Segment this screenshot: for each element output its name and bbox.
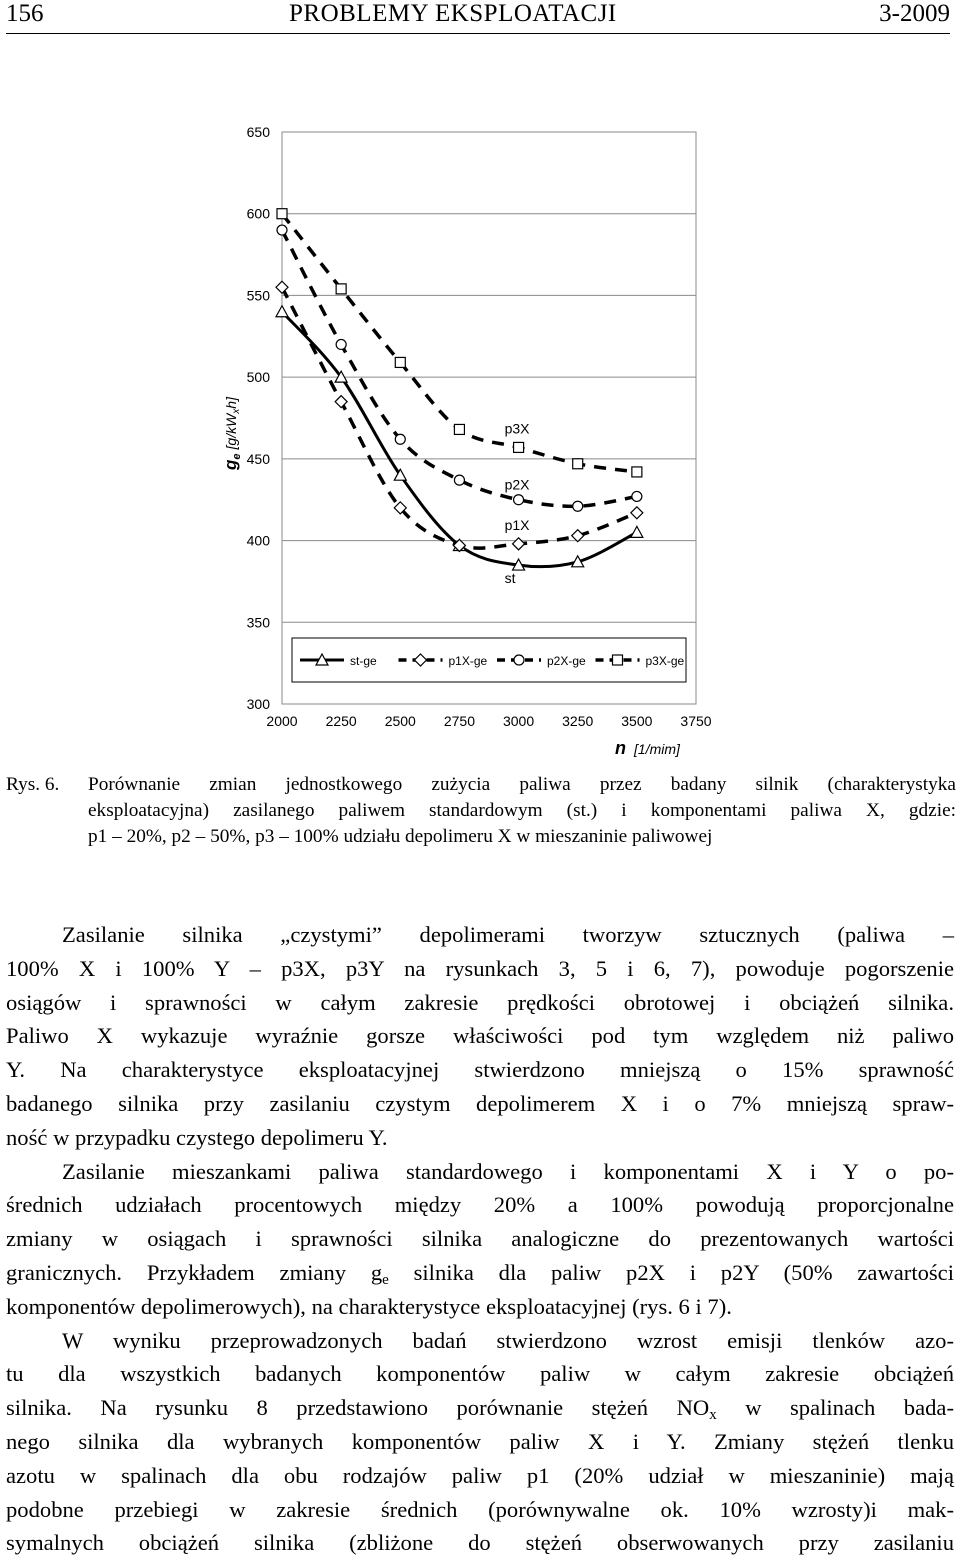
- x-tick-labels: [266, 713, 711, 729]
- y-tick-550: 550: [246, 287, 270, 304]
- y-tick-400: 400: [246, 532, 270, 549]
- series-p3X-ge: [277, 209, 642, 477]
- point-p2X-ge-3250: [573, 501, 583, 511]
- text-line: osiągów i sprawności w całym zakresie prędkości obrotowej i obciążeń silnika.: [6, 989, 954, 1015]
- point-p3X-ge-2500: [395, 357, 405, 367]
- figure-caption: [6, 772, 956, 850]
- point-p2X-ge-2500: [395, 434, 405, 444]
- text-line: nego silnika dla wybranych komponentów paliw X i Y. Zmiany stężeń tlenku: [6, 1428, 954, 1454]
- text-line: silnika. Na rysunku 8 przedstawiono porównanie stężeń $NO_x$ w spalinach bada-: [6, 1395, 954, 1424]
- curve-label-p1X: p1X: [504, 516, 530, 533]
- x-axis-label: n [1/mim]: [615, 738, 680, 758]
- caption-label: Rys. 6.: [6, 774, 60, 795]
- text-line: azotu w spalinach dla obu rodzajów paliw p1 (20% udział w mieszaninie) mają: [6, 1462, 954, 1488]
- page-header: [0, 0, 960, 36]
- text-line: symalnych obciążeń silnika (zbliżone do stężeń obserwowanych przy zasilaniu: [6, 1530, 954, 1556]
- x-tick-3000: 3000: [502, 713, 535, 729]
- chart-series: [276, 209, 643, 570]
- y-tick-600: 600: [246, 205, 270, 222]
- x-tick-2500: 2500: [384, 713, 416, 729]
- x-tick-2750: 2750: [443, 713, 476, 729]
- legend-marker-p3X-ge: [613, 655, 623, 665]
- text-line: zmiany w osiągach i sprawności silnika analogiczne do prezentowanych wartości: [6, 1226, 954, 1252]
- point-p1X-ge-2250: [335, 396, 347, 408]
- journal-title: PROBLEMY EKSPLOATACJI: [289, 0, 617, 27]
- point-p3X-ge-2250: [336, 284, 346, 294]
- point-p3X-ge-3250: [573, 459, 583, 469]
- text-line: komponentów depolimerowych), na charakterystyce eksploatacyjnej (rys. 6 i 7).: [6, 1293, 732, 1319]
- chart-legend: [292, 638, 686, 682]
- curve-label-st: st: [504, 570, 516, 587]
- point-p3X-ge-2000: [277, 209, 287, 219]
- curve-label-p3X: p3X: [504, 420, 530, 437]
- y-tick-500: 500: [246, 369, 270, 386]
- caption-line-3: p1 – 20%, p2 – 50%, p3 – 100% udziału depolimeru X w mieszaninie paliwowej: [88, 826, 713, 847]
- text-line: 100% X i 100% Y – p3X, p3Y na rysunkach 3, 5 i 6, 7), powoduje pogorszenie: [6, 955, 954, 981]
- chart-grid: [282, 132, 696, 704]
- text-line: Paliwo X wykazuje wyraźnie gorsze właściwości pod tym względem niż paliwo: [6, 1023, 954, 1049]
- header-rule: [6, 33, 950, 34]
- text-line: W wyniku przeprowadzonych badań stwierdzono wzrost emisji tlenków azo-: [62, 1327, 954, 1353]
- curve-label-p2X: p2X: [504, 476, 530, 493]
- chart-axes: [282, 132, 696, 704]
- y-axis-label: $g_e[g/kW_xh]$: [221, 397, 243, 470]
- x-tick-2000: 2000: [266, 713, 298, 729]
- issue-number: 3-2009: [879, 0, 950, 27]
- legend-label-st-ge: st-ge: [350, 654, 377, 668]
- y-tick-650: 650: [246, 124, 270, 140]
- y-tick-300: 300: [246, 696, 270, 712]
- point-p2X-ge-2750: [454, 475, 464, 485]
- point-p2X-ge-3500: [632, 491, 642, 501]
- body-text: [6, 918, 954, 1560]
- caption-line-2: eksploatacyjna) zasilanego paliwem standardowym (st.) i komponentami paliwa X, gdzie:: [88, 800, 956, 821]
- point-p2X-ge-2250: [336, 339, 346, 349]
- legend-label-p3X-ge: p3X-ge: [645, 654, 685, 668]
- y-tick-labels: [247, 124, 271, 712]
- point-st-ge-2000: [276, 306, 288, 317]
- series-p2X-ge: [277, 225, 642, 511]
- point-p3X-ge-2750: [454, 424, 464, 434]
- x-tick-3750: 3750: [680, 713, 712, 729]
- series-p1X-ge: [276, 281, 643, 551]
- y-tick-450: 450: [246, 450, 270, 467]
- text-line: tu dla wszystkich badanych komponentów paliw w całym zakresie obciążeń: [6, 1361, 954, 1387]
- point-p1X-ge-2000: [276, 281, 288, 293]
- text-line: Zasilanie mieszankami paliwa standardowego i komponentami X i Y o po-: [62, 1158, 954, 1184]
- legend-label-p2X-ge: p2X-ge: [547, 654, 586, 668]
- text-line: podobne przebiegi w zakresie średnich (porównywalne ok. 10% wzrosty)i mak-: [6, 1496, 954, 1522]
- text-line: badanego silnika przy zasilaniu czystym depolimerem X i o 7% mniejszą spraw-: [6, 1090, 954, 1116]
- point-p2X-ge-3000: [514, 495, 524, 505]
- plot-frame: [282, 132, 696, 704]
- fuel-consumption-chart: [0, 40, 960, 770]
- point-p2X-ge-2000: [277, 225, 287, 235]
- text-line: granicznych. Przykładem zmiany $g_e$ silnika dla paliw p2X i p2Y (50% zawartości: [6, 1259, 954, 1288]
- page-number: 156: [6, 0, 44, 27]
- text-line: Y. Na charakterystyce eksploatacyjnej stwierdzono mniejszą o 15% sprawność: [6, 1057, 954, 1083]
- text-line: średnich udziałach procentowych między 20% a 100% powodują proporcjonalne: [6, 1192, 954, 1218]
- series-st-ge: [276, 306, 643, 570]
- point-st-ge-3500: [631, 526, 643, 537]
- legend-label-p1X-ge: p1X-ge: [448, 654, 488, 668]
- point-p1X-ge-3500: [631, 507, 643, 519]
- point-p1X-ge-3250: [572, 530, 584, 542]
- x-tick-2250: 2250: [325, 713, 357, 729]
- x-tick-3250: 3250: [562, 713, 594, 729]
- point-p1X-ge-3000: [513, 538, 525, 550]
- series-line-p1X-ge: [282, 287, 637, 548]
- caption-line-1: Porównanie zmian jednostkowego zużycia paliwa przez badany silnik (charakterystyka: [88, 774, 956, 795]
- legend-marker-p2X-ge: [514, 655, 524, 665]
- x-tick-3500: 3500: [621, 713, 653, 729]
- series-line-st-ge: [282, 312, 637, 567]
- point-p3X-ge-3500: [632, 467, 642, 477]
- point-p3X-ge-3000: [514, 442, 524, 452]
- text-line: Zasilanie silnika „czystymi” depolimerami tworzyw sztucznych (paliwa –: [62, 922, 954, 947]
- text-line: ność w przypadku czystego depolimeru Y.: [6, 1124, 388, 1150]
- y-tick-350: 350: [246, 614, 270, 631]
